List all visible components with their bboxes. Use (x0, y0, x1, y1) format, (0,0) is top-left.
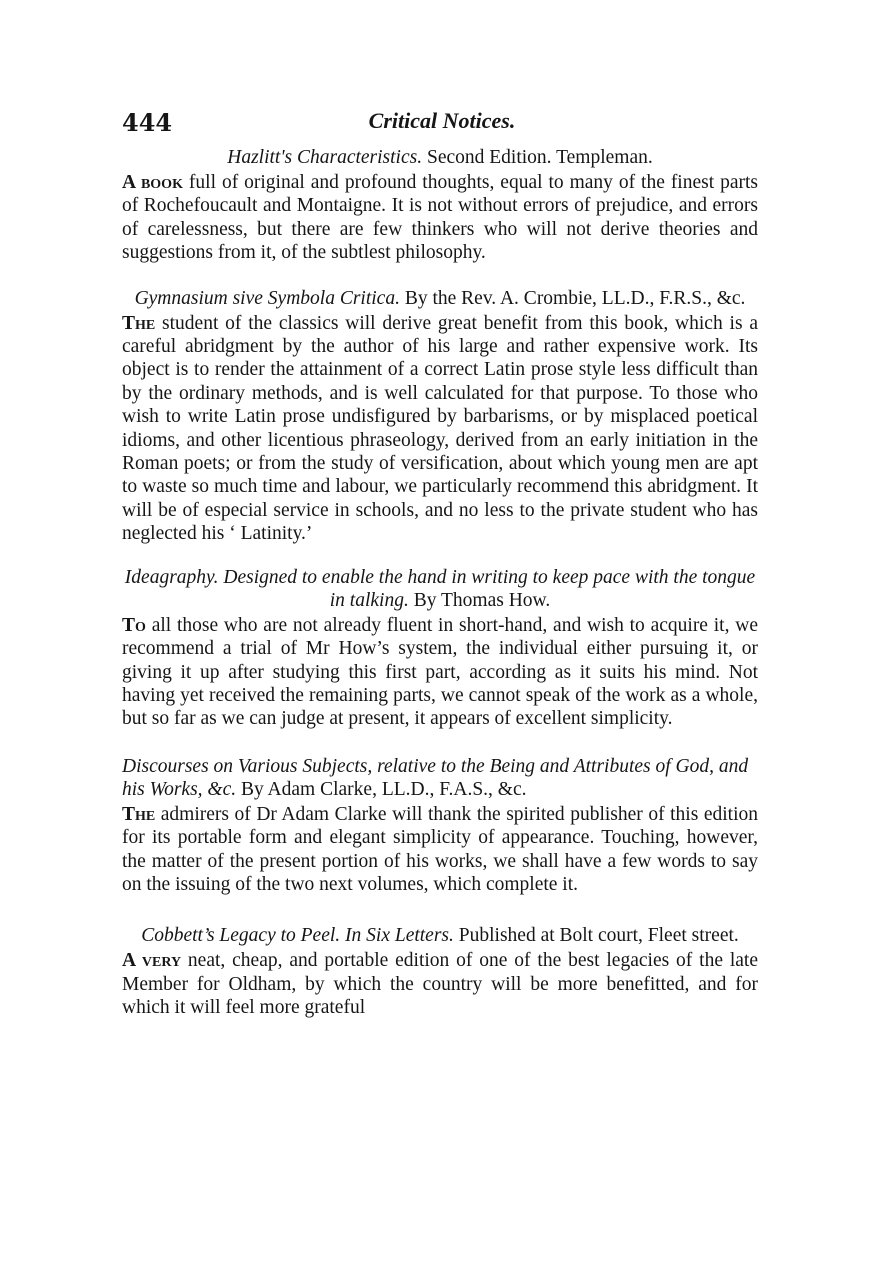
notice-title-italic: Discourses on Various Subjects, relative to the Being and Attributes of God, and his Works, &c. (122, 755, 749, 800)
notice-title-rest: By Thomas How. (408, 589, 551, 611)
notice-title (122, 146, 758, 169)
notice-text: student of the classics will derive great benefit from this book, which is a careful abridgment by the author of his large and rather expensive work. Its object is to render the attainment of a correct Latin prose style less difficult than by the ordinary methods, and is well calculated for that purpose. To those who wish to write Latin prose undisfigured by barbarisms, or by misplaced poetical idioms, and other licentious phraseology, derived from an early initiation in the Roman poets; or from the study of versification, about which young men are apt to waste so much time and labour, we particularly recommend this abridgment. It will be of especial service in schools, and no less to the private student who has neglected his ‘ Latinity.’ (122, 312, 758, 545)
notice-entry (122, 755, 758, 897)
notice-body (122, 171, 758, 265)
notice-entry (122, 146, 758, 265)
notice-title (122, 566, 758, 612)
notice-lead: A very (122, 950, 182, 972)
notice-title-rest: Published at Bolt court, Fleet street. (453, 925, 739, 947)
notice-text: full of original and profound thoughts, equal to many of the finest parts of Rochefoucault and Montaigne. It is not without errors of prejudice, and errors of carelessness, but there are few thinkers who will not derive theories and suggestions from it, of the subtlest philosophy. (122, 172, 758, 264)
notice-body (122, 803, 758, 897)
notice-lead: To (122, 614, 146, 636)
notices-column (122, 146, 758, 1020)
notice-title-italic: Ideagraphy. Designed to enable the hand in writing to keep pace with the tongue in talking. (124, 566, 756, 611)
notice-title-italic: Hazlitt's Characteristics. (227, 147, 423, 168)
notice-entry (122, 287, 758, 546)
notice-entry (122, 924, 758, 1019)
notice-title-rest: By the Rev. A. Crombie, LL.D., F.R.S., &c. (399, 287, 746, 309)
notice-lead: The (122, 312, 156, 334)
notice-text: all those who are not already fluent in short-hand, and wish to acquire it, we recommend a trial of Mr How’s system, the individual either pursuing it, or giving it up after studying this first part, according as it suits his mind. Not having yet received the remaining parts, we cannot speak of the work as a whole, but so far as we can judge at present, it appears of excellent simplicity. (122, 614, 758, 730)
notice-title-rest: Second Edition. Templeman. (422, 147, 653, 168)
notice-title (122, 287, 758, 310)
notice-title-rest: By Adam Clarke, LL.D., F.A.S., &c. (236, 778, 527, 800)
notice-body (122, 949, 758, 1019)
notice-title-italic: Cobbett’s Legacy to Peel. In Six Letters. (141, 925, 454, 947)
notice-title-italic: Gymnasium sive Symbola Critica. (134, 287, 400, 309)
notice-text: neat, cheap, and portable edition of one of the best legacies of the late Member for Oldham, by which the country will be more benefitted, and for which it will feel more grateful (122, 950, 759, 1019)
page-header (122, 108, 762, 136)
notice-body (122, 614, 758, 731)
running-title: Critical Notices. (368, 108, 516, 133)
notice-lead: The (122, 803, 156, 825)
notice-title (122, 924, 758, 947)
notice-text: admirers of Dr Adam Clarke will thank the spirited publisher of this edition for its portable form and elegant simplicity of appearance. Touching, however, the matter of the present portion of his works, we shall have a few words to say on the issuing of the two next volumes, which complete it. (122, 803, 758, 895)
notice-title (122, 755, 758, 801)
notice-entry (122, 566, 758, 731)
page-number: 444 (122, 108, 173, 137)
notice-body (122, 312, 758, 546)
notice-lead: A book (122, 172, 183, 193)
